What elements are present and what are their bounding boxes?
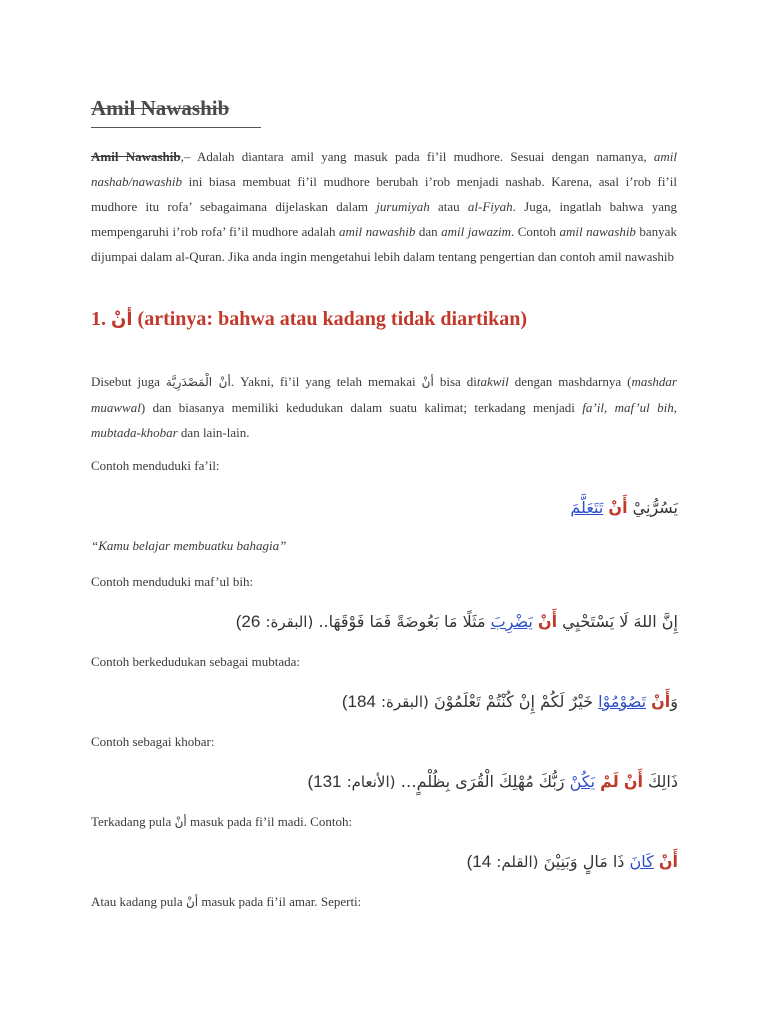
intro-lead: Amil Nawashib	[91, 149, 181, 164]
example-fail-arabic: يَسُرُّنِيْ أَنْ تَتَعَلَّمَ	[570, 498, 678, 517]
example-madi-arabic: أَنْ كَانَ ذَا مَالٍ وَبَنِيْنَ (القلم: 14)	[466, 852, 678, 871]
intro-paragraph: Amil Nawashib,– Adalah diantara amil yang masuk pada fi’il mudhore. Sesuai dengan namanya, amil nashab/nawashib ini biasa membuat fi’il mudhore berubah i’rob menjadi nashab. Karena, asal i’rob fi’il mudhore itu rofa’ sebagaimana dijelaskan dalam jurumiyah atau al-Fiyah. Juga, ingatlah bahwa yang mempengaruhi i’rob rofa’ fi’il mudhore adalah amil nawashib dan amil jawazim. Contoh amil nawashib banyak dijumpai dalam al-Quran. Jika anda ingin mengetahui lebih dalam tentang pengertian dan contoh amil nawashib	[91, 149, 678, 264]
example-khobar-arabic: ذَالِكَ أَنْ لَمْ يَكُنْ رَبُّكَ مُهْلِكَ الْقُرَى بِظُلْمٍ… (الأنعام: 131)	[307, 772, 678, 791]
example-mubtada-label: Contoh berkedudukan sebagai mubtada:	[91, 654, 301, 669]
example-fail-label: Contoh menduduki fa’il:	[91, 458, 220, 473]
title-underline	[91, 127, 261, 128]
example-mafulbih-arabic: إِنَّ اللهَ لَا يَسْتَحْيِي أَنْ يَضْرِبَ مَثَلًا مَا بَعُوضَةً فَمَا فَوْقَهَا.. (البقرة: 26)	[235, 612, 678, 631]
madi-note: Terkadang pula أنْ masuk pada fi’il madi. Contoh:	[91, 814, 353, 829]
example-khobar-label: Contoh sebagai khobar:	[91, 734, 215, 749]
example-fail-translation: “Kamu belajar membuatku bahagia”	[91, 538, 287, 553]
example-mubtada-arabic: وَأَنْ تَصُوْمُوْا خَيْرٌ لَكُمْ إِنْ كُنْتُمْ تَعْلَمُوْنَ (البقرة: 184)	[341, 692, 678, 711]
description-paragraph: Disebut juga أنْ الْمَصْدَرِيَّة. Yakni, fi’il yang telah memakai أنْ bisa ditakwil dengan mashdarnya (mashdar muawwal) dan biasanya memiliki kedudukan dalam suatu kalimat; terkadang menjadi fa’il, maf’ul bih, mubtada-khobar dan lain-lain.	[91, 374, 677, 440]
section-heading-an: 1. أنْ (artinya: bahwa atau kadang tidak diartikan)	[91, 308, 528, 330]
page-title: Amil Nawashib	[91, 96, 230, 120]
amar-note: Atau kadang pula أنْ masuk pada fi’il amar. Seperti:	[91, 894, 362, 909]
example-mafulbih-label: Contoh menduduki maf’ul bih:	[91, 574, 254, 589]
